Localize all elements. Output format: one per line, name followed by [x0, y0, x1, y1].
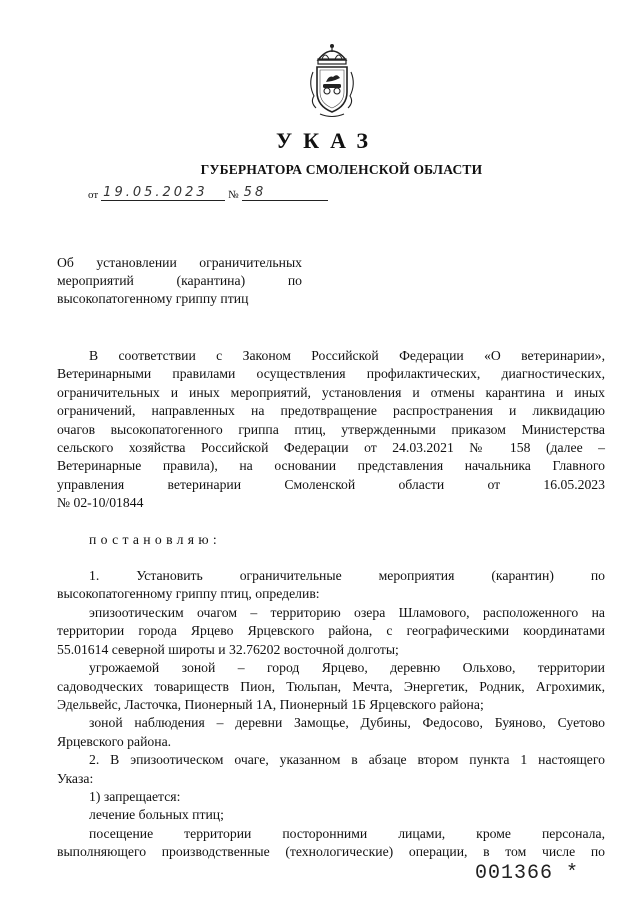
body-line: В соответствии с Законом Российской Федерации «О ветеринарии», — [89, 348, 605, 363]
date-label: от — [88, 189, 99, 201]
body-line: выполняющего производственные (технологические) операции, в том числе по — [57, 844, 605, 860]
decree-subject — [57, 254, 302, 308]
handwritten-date: 19.05.2023 — [101, 185, 225, 201]
body-line: эпизоотическим очагом – территорию озера Шламового, расположенного на — [89, 604, 605, 620]
serial-number: 001366 * — [475, 862, 580, 885]
handwritten-number: 58 — [242, 185, 328, 201]
preamble-paragraph — [57, 347, 605, 513]
sub-item-1: 1) запрещается: — [89, 788, 181, 804]
body-line: ограничительных и иных мероприятий, установления и отмены карантина и иных — [57, 384, 605, 400]
body-line: сельского хозяйства Российской Федерации от 24.03.2021 № 158 (далее – — [57, 440, 605, 456]
body-line: посещение территории посторонними лицами, кроме персонала, — [89, 825, 605, 841]
body-line: Ветеринарные правила), на основании представления начальника Главного — [57, 458, 605, 474]
body-line: 55.01614 северной широты и 32.76202 восточной долготы; — [57, 641, 399, 657]
decree-title: УКАЗ — [275, 128, 380, 153]
body-line: № 02-10/01844 — [57, 495, 144, 511]
treatment-ban: лечение больных птиц; — [89, 807, 224, 823]
body-line: Ярцевского района. — [57, 733, 172, 749]
body-line: угрожаемой зоной – город Ярцево, деревню Ольхово, территории — [89, 660, 605, 676]
item-1 — [57, 567, 605, 604]
number-label: № — [228, 189, 239, 201]
subject-line: Об установлении ограничительных — [57, 255, 302, 270]
decree-body — [57, 347, 605, 862]
date-number-line — [88, 185, 328, 205]
body-line: зоной наблюдения – деревни Замощье, Дубины, Федосово, Буяново, Суетово — [89, 715, 605, 731]
subject-line: высокопатогенному гриппу птиц — [57, 291, 249, 306]
subject-line: мероприятий (карантина) по — [57, 273, 302, 288]
observation-zone — [57, 714, 605, 751]
body-line: 1. Установить ограничительные мероприятия (карантин) по — [89, 568, 605, 584]
item-2 — [57, 751, 605, 788]
body-line: управления ветеринарии Смоленской области от 16.05.2023 — [57, 476, 605, 492]
coat-of-arms-icon — [296, 40, 368, 120]
body-line: Эдельвейс, Ласточка, Пионерный 1А, Пионерный 1Б Ярцевского района; — [57, 696, 484, 712]
body-line: территории города Ярцево Ярцевского района, с географическими координатами — [57, 623, 605, 639]
body-line: очагов высокопатогенного гриппа птиц, утвержденными приказом Министерства — [57, 421, 605, 437]
body-line: высокопатогенному гриппу птиц, определив: — [57, 586, 320, 602]
threat-zone — [57, 659, 605, 714]
body-line: ограничений, направленных на предотвращение распространения и ликвидацию — [57, 403, 605, 419]
body-line: Ветеринарными правилами осуществления профилактических, диагностических, — [57, 366, 605, 382]
epizootic-focus — [57, 604, 605, 659]
visit-ban — [57, 825, 605, 862]
decree-subtitle: ГУБЕРНАТОРА СМОЛЕНСКОЙ ОБЛАСТИ — [200, 162, 483, 177]
decree-word: постановляю: — [89, 531, 222, 547]
body-line: садоводческих товариществ Пион, Тюльпан, Мечта, Энергетик, Родник, Агрохимик, — [57, 678, 605, 694]
body-line: 2. В эпизоотическом очаге, указанном в абзаце втором пункта 1 настоящего — [89, 752, 605, 768]
body-line: Указа: — [57, 770, 94, 786]
